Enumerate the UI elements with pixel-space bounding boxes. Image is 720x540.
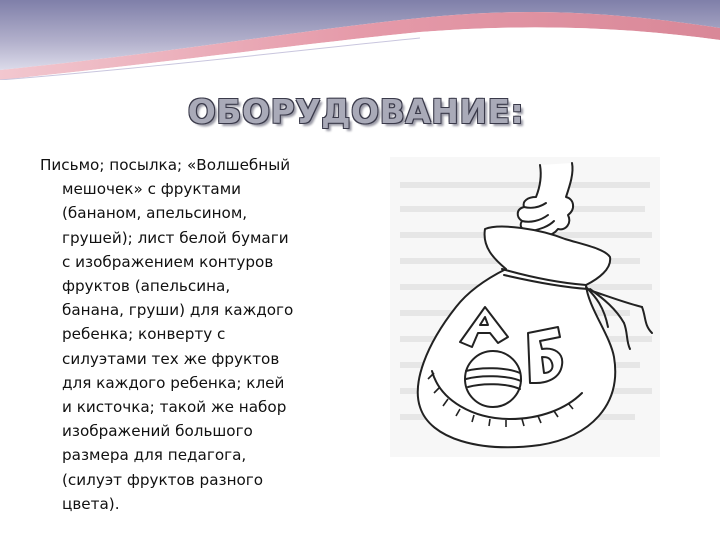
- page-title: ОБОРУДОВАНИЕ:: [187, 92, 525, 131]
- header-banner: [0, 0, 720, 80]
- equipment-list-text: Письмо; посылка; «Волшебный мешочек» с фруктами (бананом, апельсином, грушей); лист белой бумаги с изображением контуров фруктов (апельсина, банана, груши) для каждого ребенка; конверту с силуэтами тех же фруктов для каждого ребенка; клей и кисточка; такой же набор изображений большого размера для педагога, (силуэт фруктов разного цвета).: [40, 156, 294, 513]
- magic-bag-icon: [390, 157, 660, 457]
